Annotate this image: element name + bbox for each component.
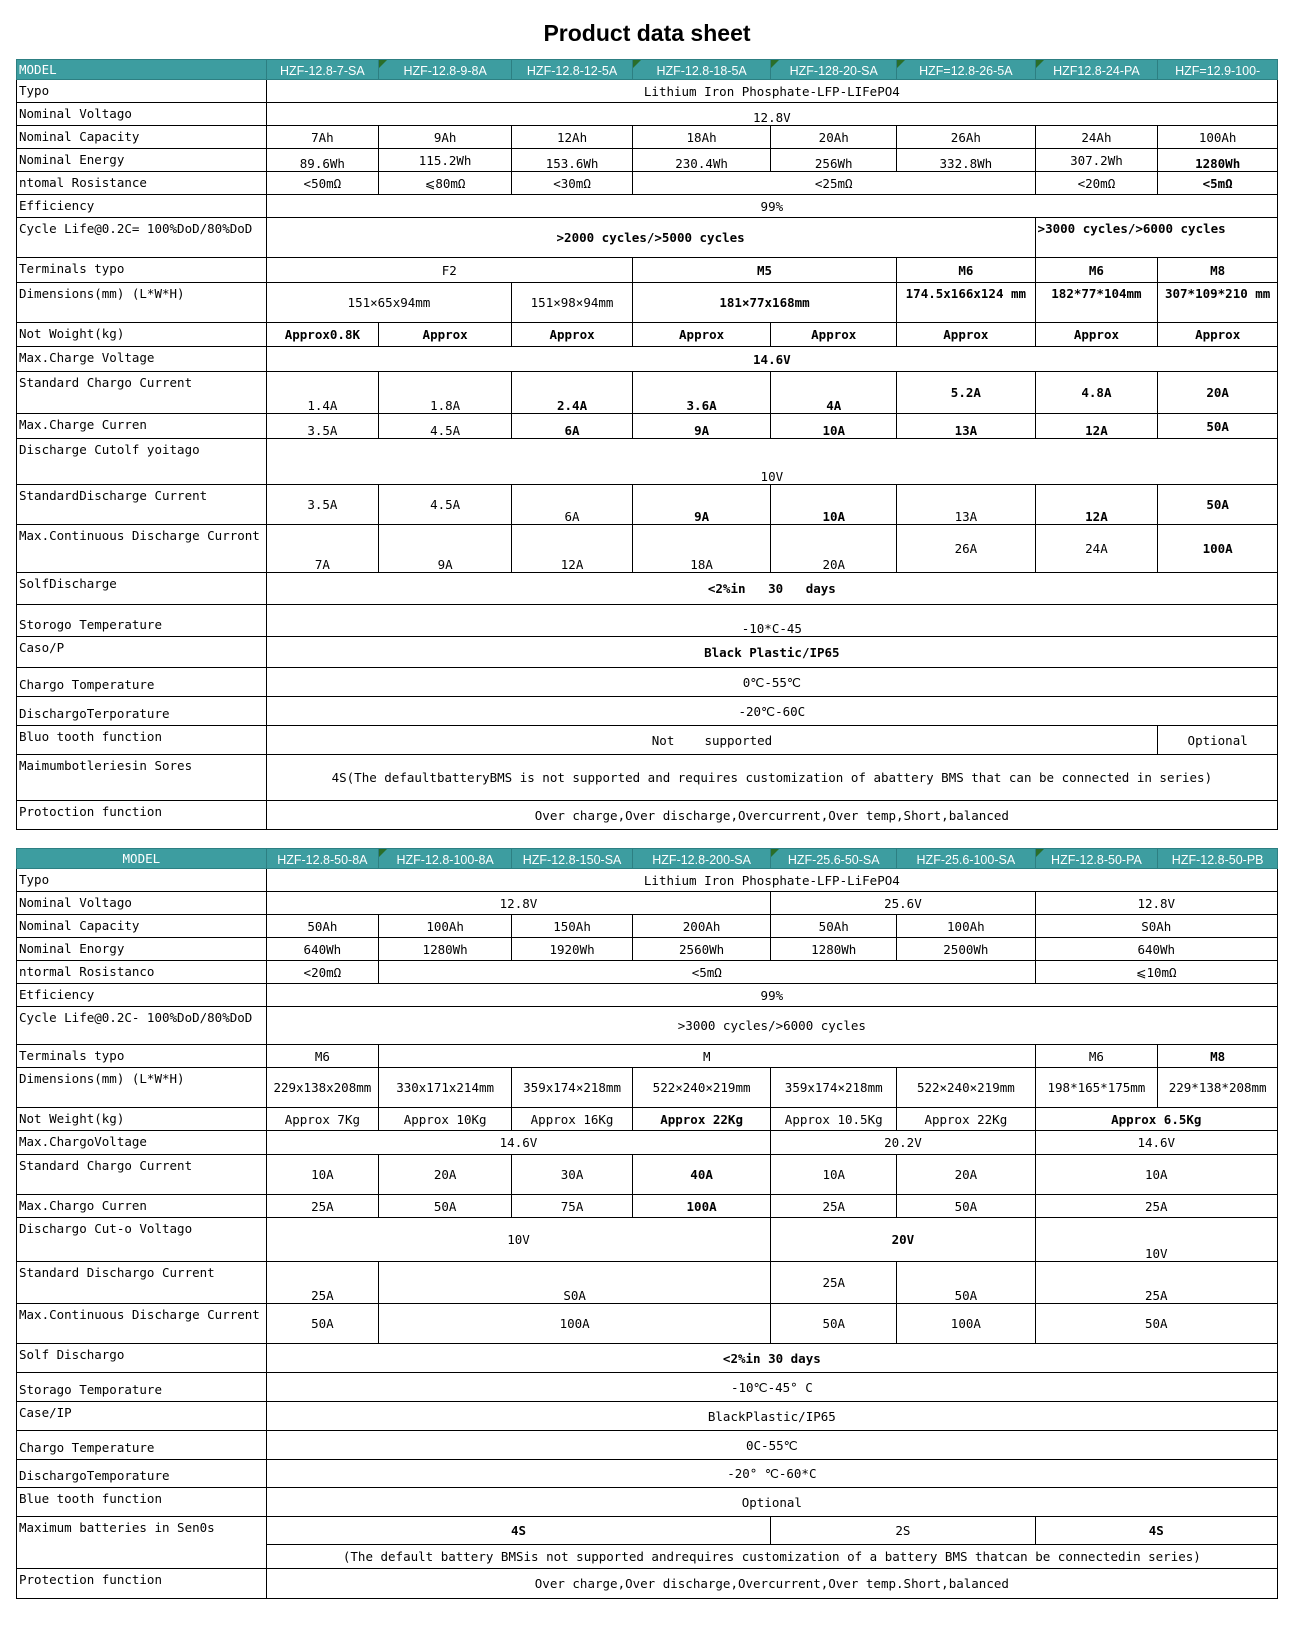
energy-cell: 307.2Wh [1035,149,1158,172]
series-cell: 4S [1035,1517,1277,1545]
std-discharge-cell: 6A [512,485,633,525]
weight-cell: Approx0.8K [266,323,378,347]
capacity-cell: 26Ah [897,126,1035,149]
energy-cell: 2560Wh [632,938,770,961]
datasheet-table-2 [16,848,1278,1599]
voltage-value: 12.8V [266,103,1277,126]
std-charge-cell: 10A [266,1155,378,1195]
row-label: Bluo tooth function [17,726,267,755]
max-charge-cell: 3.5A [266,414,378,439]
std-discharge-cell: 13A [897,485,1035,525]
terminal-cell: M6 [897,258,1035,283]
capacity-cell: 100Ah [897,915,1035,938]
max-charge-cell: 50A [897,1195,1035,1218]
self-discharge-value: <2%in 30 days [266,573,1277,605]
capacity-cell: 18Ah [632,126,770,149]
std-discharge-cell: 50A [897,1262,1035,1304]
row-charge-temp [17,1431,1278,1460]
terminal-cell: M6 [266,1045,378,1068]
type-value: Lithium Iron Phosphate-LFP-LIFePO4 [266,80,1277,103]
row-max-continuous [17,1304,1278,1344]
dimension-cell: 522×240×219mm [897,1068,1035,1108]
model-name: HZF-25.6-100-SA [897,849,1035,869]
row-label: Protoction function [17,801,267,830]
std-discharge-cell: 50A [1158,485,1278,525]
row-voltage [17,892,1278,915]
capacity-cell: 200Ah [632,915,770,938]
row-label: Terminals typo [17,258,267,283]
capacity-cell: 20Ah [771,126,897,149]
row-weight [17,1108,1278,1131]
resistance-cell: <5mΩ [379,961,1036,984]
row-label: Chargo Temperature [17,1431,267,1460]
row-energy [17,938,1278,961]
row-label: Maimumbotleriesin Sores [17,755,267,801]
resistance-cell: <25mΩ [632,172,1035,195]
charge-temp-value: 0C-55℃ [266,1431,1277,1460]
row-label: Case/IP [17,1402,267,1431]
resistance-cell: ⩽10mΩ [1035,961,1277,984]
dimension-cell: 151×98×94mm [512,283,633,323]
model-name: HZF-12.8-18-5A [632,60,770,80]
weight-cell: Approx [632,323,770,347]
max-charge-voltage-cell: 20.2V [771,1131,1035,1155]
row-max-charge-voltage [17,347,1278,372]
terminal-cell: F2 [266,258,632,283]
energy-cell: 2500Wh [897,938,1035,961]
row-label: Maximum batteries in Sen0s [17,1517,267,1569]
storage-value: -10*C-45 [266,605,1277,637]
cutoff-cell: 20V [771,1218,1035,1262]
model-name: HZF-128-20-SA [771,60,897,80]
terminal-cell: M [379,1045,1036,1068]
row-voltage [17,103,1278,126]
row-cycle-life [17,1007,1278,1045]
page-title: Product data sheet [543,20,751,46]
row-label: Nominal Enorgy [17,938,267,961]
row-label: Storago Temporature [17,1373,267,1402]
row-label: Standard Dischargo Current [17,1262,267,1304]
dimension-cell: 307*109*210 mm [1158,283,1278,323]
row-bluetooth [17,726,1278,755]
discharge-temp-value: -20° ℃-60*C [266,1460,1277,1488]
row-max-charge [17,414,1278,439]
row-label: Dischargo Cut-o Voltago [17,1218,267,1262]
std-discharge-cell: 25A [771,1262,897,1304]
model-name: HZF-25.6-50-SA [771,849,897,869]
model-name: HZF12.8-24-PA [1035,60,1158,80]
model-label: MODEL [17,849,267,869]
bluetooth-value: Not supported [266,726,1158,755]
dimension-cell: 359x174×218mm [771,1068,897,1108]
max-cont-cell: 24A [1035,525,1158,573]
row-label: Max.Charge Curren [17,414,267,439]
energy-cell: 640Wh [266,938,378,961]
weight-cell: Approx [512,323,633,347]
row-label: Typo [17,869,267,892]
row-label: Caso/P [17,637,267,668]
capacity-cell: 9Ah [379,126,512,149]
row-capacity [17,915,1278,938]
row-storage-temp [17,1373,1278,1402]
row-efficiency [17,984,1278,1007]
std-charge-cell: 30A [512,1155,633,1195]
row-label: Solf Dischargo [17,1344,267,1373]
dimension-cell: 198*165*175mm [1035,1068,1158,1108]
dimension-cell: 151×65x94mm [266,283,512,323]
dimension-cell: 522×240×219mm [632,1068,770,1108]
std-discharge-cell: 25A [1035,1262,1277,1304]
row-std-charge [17,372,1278,414]
series-cell: 2S [771,1517,1035,1545]
row-label: Terminals typo [17,1045,267,1068]
row-std-charge [17,1155,1278,1195]
cutoff-value: 10V [266,439,1277,485]
terminal-cell: M5 [632,258,896,283]
row-label: Protection function [17,1569,267,1599]
series-value: 4S(The defaultbatteryBMS is not supported and requires customization of abattery BMS that can be connected in series) [266,755,1277,801]
std-charge-cell: 3.6A [632,372,770,414]
model-name: HZF-12.8-50-PA [1035,849,1158,869]
resistance-cell: <30mΩ [512,172,633,195]
row-self-discharge [17,1344,1278,1373]
model-label: MODEL [17,60,267,80]
capacity-cell: 12Ah [512,126,633,149]
std-charge-cell: 10A [771,1155,897,1195]
capacity-cell: 24Ah [1035,126,1158,149]
energy-cell: 640Wh [1035,938,1277,961]
series-note: (The default battery BMSis not supported andrequires customization of a battery BMS thatcan be connectedin series) [266,1545,1277,1569]
row-discharge-temp [17,1460,1278,1488]
model-name: HZF-12.8-12-5A [512,60,633,80]
std-charge-cell: 4A [771,372,897,414]
model-name: HZF=12.9-100- [1158,60,1278,80]
row-label: Efficiency [17,195,267,218]
bluetooth-value: Optional [266,1488,1277,1517]
weight-cell: Approx [771,323,897,347]
model-name: HZF-12.8-50-8A [266,849,378,869]
dimension-cell: 181×77x168mm [632,283,896,323]
capacity-cell: 7Ah [266,126,378,149]
bluetooth-value: Optional [1158,726,1278,755]
row-label: Standard Chargo Current [17,372,267,414]
weight-cell: Approx 10.5Kg [771,1108,897,1131]
voltage-cell: 12.8V [266,892,771,915]
row-std-discharge [17,1262,1278,1304]
max-charge-cell: 12A [1035,414,1158,439]
row-label: Cycle Life@0.2C= 100%DoD/80%DoD [17,218,267,258]
weight-cell: Approx 6.5Kg [1035,1108,1277,1131]
type-value: Lithium Iron Phosphate-LFP-LiFePO4 [266,869,1277,892]
std-discharge-cell: 9A [632,485,770,525]
capacity-cell: 50Ah [266,915,378,938]
storage-value: -10℃-45° C [266,1373,1277,1402]
row-cutoff [17,1218,1278,1262]
row-label: Typo [17,80,267,103]
max-cont-cell: 100A [1158,525,1278,573]
row-label: Storogo Temperature [17,605,267,637]
max-cont-cell: 12A [512,525,633,573]
voltage-cell: 12.8V [1035,892,1277,915]
terminal-cell: M6 [1035,1045,1158,1068]
row-efficiency [17,195,1278,218]
weight-cell: Approx 22Kg [897,1108,1035,1131]
max-cont-cell: 50A [1035,1304,1277,1344]
row-std-discharge [17,485,1278,525]
row-label: SolfDischarge [17,573,267,605]
weight-cell: Approx 22Kg [632,1108,770,1131]
weight-cell: Approx [897,323,1035,347]
std-discharge-cell: 10A [771,485,897,525]
std-discharge-cell: 3.5A [266,485,378,525]
weight-cell: Approx 10Kg [379,1108,512,1131]
efficiency-value: 99% [266,195,1277,218]
row-weight [17,323,1278,347]
row-bluetooth [17,1488,1278,1517]
row-terminals [17,258,1278,283]
row-label: Chargo Tomperature [17,668,267,697]
dimension-cell: 330x171x214mm [379,1068,512,1108]
row-label: ntormal Rosistanco [17,961,267,984]
row-label: DischargoTemporature [17,1460,267,1488]
model-name: HZF-12.8-7-SA [266,60,378,80]
std-charge-cell: 40A [632,1155,770,1195]
row-self-discharge [17,573,1278,605]
cycle-value: >3000 cycles/>6000 cycles [1035,218,1277,258]
dimension-cell: 182*77*104mm [1035,283,1158,323]
max-charge-cell: 10A [771,414,897,439]
max-cont-cell: 18A [632,525,770,573]
row-series [17,1517,1278,1545]
energy-cell: 89.6Wh [266,149,378,172]
dimension-cell: 174.5x166x124 mm [897,283,1035,323]
resistance-cell: <5mΩ [1158,172,1278,195]
row-label: Dimensions(mm) (L*W*H) [17,1068,267,1108]
terminal-cell: M8 [1158,258,1278,283]
model-header-row [17,849,1278,869]
row-label: StandardDischarge Current [17,485,267,525]
case-value: Black Plastic/IP65 [266,637,1277,668]
std-discharge-cell: 12A [1035,485,1158,525]
max-charge-cell: 6A [512,414,633,439]
row-dimensions [17,283,1278,323]
dimension-cell: 229x138x208mm [266,1068,378,1108]
capacity-cell: 100Ah [379,915,512,938]
row-label: Nominal Capacity [17,126,267,149]
resistance-cell: <20mΩ [266,961,378,984]
row-label: Not Weight(kg) [17,1108,267,1131]
weight-cell: Approx [379,323,512,347]
model-name: HZF-12.8-200-SA [632,849,770,869]
max-cont-cell: 100A [897,1304,1035,1344]
capacity-cell: S0Ah [1035,915,1277,938]
std-charge-cell: 20A [379,1155,512,1195]
energy-cell: 1280Wh [1158,149,1278,172]
row-label: Max.Continuous Discharge Curront [17,525,267,573]
row-capacity [17,126,1278,149]
row-label: Cycle Life@0.2C- 100%DoD/80%DoD [17,1007,267,1045]
row-terminals [17,1045,1278,1068]
efficiency-value: 99% [266,984,1277,1007]
row-label: Max.Chargo Curren [17,1195,267,1218]
row-label: DischargoTerporature [17,697,267,726]
discharge-temp-value: -20℃-60C [266,697,1277,726]
row-label: Max.Charge Voltage [17,347,267,372]
protection-value: Over charge,Over discharge,Overcurrent,Over temp.Short,balanced [266,1569,1277,1599]
model-header-row [17,60,1278,80]
max-charge-cell: 25A [771,1195,897,1218]
protection-value: Over charge,Over discharge,Overcurrent,Over temp,Short,balanced [266,801,1277,830]
weight-cell: Approx [1035,323,1158,347]
row-case [17,1402,1278,1431]
cutoff-cell: 10V [266,1218,771,1262]
row-label: Dimensions(mm) (L*W*H) [17,283,267,323]
energy-cell: 1280Wh [771,938,897,961]
std-charge-cell: 1.4A [266,372,378,414]
capacity-cell: 150Ah [512,915,633,938]
std-discharge-cell: 4.5A [379,485,512,525]
capacity-cell: 50Ah [771,915,897,938]
row-type [17,869,1278,892]
cycle-value: >3000 cycles/>6000 cycles [266,1007,1277,1045]
charge-temp-value: 0℃-55℃ [266,668,1277,697]
weight-cell: Approx [1158,323,1278,347]
row-series [17,755,1278,801]
max-charge-cell: 50A [1158,414,1278,439]
energy-cell: 1280Wh [379,938,512,961]
energy-cell: 115.2Wh [379,149,512,172]
max-cont-cell: 50A [266,1304,378,1344]
max-cont-cell: 20A [771,525,897,573]
energy-cell: 153.6Wh [512,149,633,172]
row-discharge-temp [17,697,1278,726]
case-value: BlackPlastic/IP65 [266,1402,1277,1431]
max-charge-voltage-value: 14.6V [266,347,1277,372]
cutoff-cell: 10V [1035,1218,1277,1262]
row-label: Not Woight(kg) [17,323,267,347]
model-name: HZF-12.8-9-8A [379,60,512,80]
row-protection [17,801,1278,830]
row-protection [17,1569,1278,1599]
max-cont-cell: 7A [266,525,378,573]
std-discharge-cell: S0A [379,1262,771,1304]
dimension-cell: 359x174×218mm [512,1068,633,1108]
max-charge-cell: 100A [632,1195,770,1218]
row-label: Blue tooth function [17,1488,267,1517]
row-cutoff [17,439,1278,485]
voltage-cell: 25.6V [771,892,1035,915]
terminal-cell: M6 [1035,258,1158,283]
row-storage-temp [17,605,1278,637]
weight-cell: Approx 7Kg [266,1108,378,1131]
series-cell: 4S [266,1517,771,1545]
max-charge-cell: 13A [897,414,1035,439]
energy-cell: 256Wh [771,149,897,172]
model-name: HZF-12.8-150-SA [512,849,633,869]
row-label: Nominal Energy [17,149,267,172]
resistance-cell: <50mΩ [266,172,378,195]
row-label: Standard Chargo Current [17,1155,267,1195]
datasheet-table-1 [16,59,1278,830]
max-cont-cell: 50A [771,1304,897,1344]
max-cont-cell: 26A [897,525,1035,573]
std-charge-cell: 20A [1158,372,1278,414]
std-charge-cell: 5.2A [897,372,1035,414]
row-max-continuous [17,525,1278,573]
row-max-charge-voltage [17,1131,1278,1155]
energy-cell: 230.4Wh [632,149,770,172]
std-charge-cell: 4.8A [1035,372,1158,414]
row-label: Discharge Cutolf yoitago [17,439,267,485]
model-name: HZF-12.8-50-PB [1158,849,1278,869]
max-charge-cell: 25A [266,1195,378,1218]
row-label: Nominal Voltago [17,892,267,915]
row-label: Nominal Capacity [17,915,267,938]
row-max-charge [17,1195,1278,1218]
row-label: Nominal Voltago [17,103,267,126]
max-charge-voltage-cell: 14.6V [266,1131,771,1155]
dimension-cell: 229*138*208mm [1158,1068,1278,1108]
self-discharge-value: <2%in 30 days [266,1344,1277,1373]
row-type [17,80,1278,103]
row-cycle-life [17,218,1278,258]
max-charge-cell: 75A [512,1195,633,1218]
row-label: Max.ChargoVoltage [17,1131,267,1155]
row-label: Etficiency [17,984,267,1007]
row-dimensions [17,1068,1278,1108]
max-cont-cell: 9A [379,525,512,573]
resistance-cell: <20mΩ [1035,172,1158,195]
row-case [17,637,1278,668]
resistance-cell: ⩽80mΩ [379,172,512,195]
row-label: Max.Continuous Discharge Current [17,1304,267,1344]
row-label: ntomal Rosistance [17,172,267,195]
std-charge-cell: 20A [897,1155,1035,1195]
std-charge-cell: 10A [1035,1155,1277,1195]
row-energy [17,149,1278,172]
max-charge-cell: 50A [379,1195,512,1218]
std-charge-cell: 2.4A [512,372,633,414]
row-resistance [17,172,1278,195]
std-discharge-cell: 25A [266,1262,378,1304]
terminal-cell: M8 [1158,1045,1278,1068]
max-charge-cell: 4.5A [379,414,512,439]
max-charge-cell: 9A [632,414,770,439]
std-charge-cell: 1.8A [379,372,512,414]
energy-cell: 1920Wh [512,938,633,961]
max-cont-cell: 100A [379,1304,771,1344]
row-resistance [17,961,1278,984]
weight-cell: Approx 16Kg [512,1108,633,1131]
max-charge-voltage-cell: 14.6V [1035,1131,1277,1155]
energy-cell: 332.8Wh [897,149,1035,172]
model-name: HZF=12.8-26-5A [897,60,1035,80]
max-charge-cell: 25A [1035,1195,1277,1218]
cycle-value: >2000 cycles/>5000 cycles [266,218,1035,258]
model-name: HZF-12.8-100-8A [379,849,512,869]
row-charge-temp [17,668,1278,697]
capacity-cell: 100Ah [1158,126,1278,149]
